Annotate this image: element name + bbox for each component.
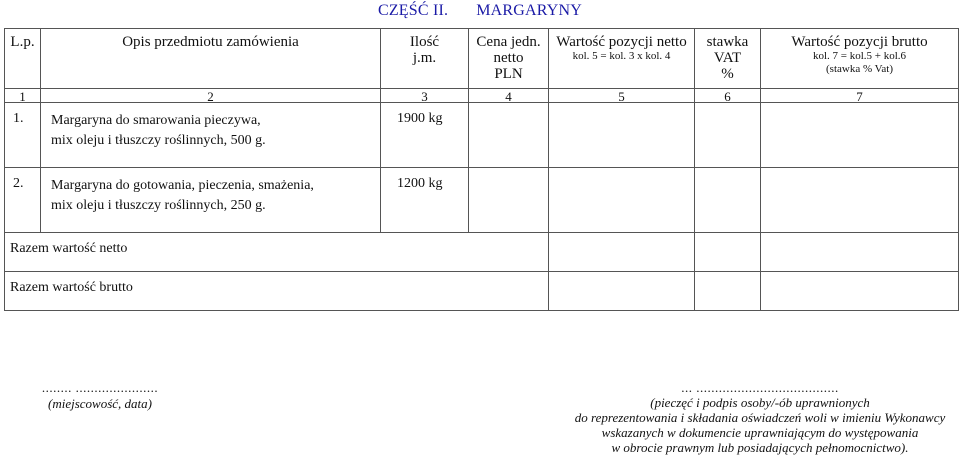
header-lp: L.p. bbox=[5, 29, 41, 89]
document-title bbox=[0, 2, 960, 20]
column-number: 6 bbox=[695, 89, 761, 103]
place-date-dots: ........ ...................... bbox=[41, 380, 159, 395]
signature-line-2: do reprezentowania i składania oświadczeń woli w imieniu Wykonawcy bbox=[574, 410, 946, 425]
part-label: CZĘŚĆ II. bbox=[377, 2, 449, 19]
sum-netto-brutto[interactable] bbox=[761, 233, 959, 272]
table-row bbox=[5, 103, 959, 168]
signature-line-1: (pieczęć i podpis osoby/-ób uprawnionych bbox=[650, 395, 870, 410]
order-table bbox=[4, 28, 959, 311]
header-vat: stawka VAT % bbox=[695, 29, 761, 89]
column-number: 2 bbox=[41, 89, 381, 103]
row-quantity: 1900 kg bbox=[381, 103, 469, 168]
sum-brutto-value[interactable] bbox=[761, 272, 959, 311]
header-cena: Cena jedn. netto PLN bbox=[469, 29, 549, 89]
table-row bbox=[5, 168, 959, 233]
sum-brutto-row bbox=[5, 272, 959, 311]
part-name: MARGARYNY bbox=[476, 2, 583, 19]
row-description: Margaryna do gotowania, pieczenia, smażenia, mix oleju i tłuszczy roślinnych, 250 g. bbox=[41, 168, 381, 233]
row-price-cell[interactable] bbox=[469, 168, 549, 233]
sum-brutto-vat[interactable] bbox=[695, 272, 761, 311]
row-netto-cell[interactable] bbox=[549, 168, 695, 233]
column-number-row bbox=[5, 89, 959, 103]
row-description: Margaryna do smarowania pieczywa, mix oleju i tłuszczy roślinnych, 500 g. bbox=[41, 103, 381, 168]
place-date-block bbox=[0, 380, 200, 412]
sum-brutto-label: Razem wartość brutto bbox=[5, 272, 549, 311]
row-lp: 2. bbox=[5, 168, 41, 233]
column-number: 7 bbox=[761, 89, 959, 103]
column-number: 4 bbox=[469, 89, 549, 103]
sum-netto-value[interactable] bbox=[549, 233, 695, 272]
sum-brutto-netto[interactable] bbox=[549, 272, 695, 311]
row-vat-cell[interactable] bbox=[695, 103, 761, 168]
place-date-label: (miejscowość, data) bbox=[48, 396, 152, 411]
signature-line-4: w obrocie prawnym lub posiadających pełnomocnictwo). bbox=[611, 440, 909, 455]
header-wartosc-brutto: Wartość pozycji brutto kol. 7 = kol.5 + kol.6 (stawka % Vat) bbox=[761, 29, 959, 89]
row-quantity: 1200 kg bbox=[381, 168, 469, 233]
header-wartosc-netto: Wartość pozycji netto kol. 5 = kol. 3 x kol. 4 bbox=[549, 29, 695, 89]
sum-netto-vat[interactable] bbox=[695, 233, 761, 272]
column-number: 3 bbox=[381, 89, 469, 103]
row-price-cell[interactable] bbox=[469, 103, 549, 168]
sum-netto-label: Razem wartość netto bbox=[5, 233, 549, 272]
header-row bbox=[5, 29, 959, 89]
header-ilosc: Ilość j.m. bbox=[381, 29, 469, 89]
signature-block bbox=[560, 380, 960, 455]
row-brutto-cell[interactable] bbox=[761, 103, 959, 168]
signature-dots: ... ...................................... bbox=[681, 380, 839, 395]
row-lp: 1. bbox=[5, 103, 41, 168]
column-number: 1 bbox=[5, 89, 41, 103]
signature-line-3: wskazanych w dokumencie uprawniającym do występowania bbox=[601, 425, 919, 440]
header-opis: Opis przedmiotu zamówienia bbox=[41, 29, 381, 89]
row-vat-cell[interactable] bbox=[695, 168, 761, 233]
column-number: 5 bbox=[549, 89, 695, 103]
row-brutto-cell[interactable] bbox=[761, 168, 959, 233]
sum-netto-row bbox=[5, 233, 959, 272]
row-netto-cell[interactable] bbox=[549, 103, 695, 168]
